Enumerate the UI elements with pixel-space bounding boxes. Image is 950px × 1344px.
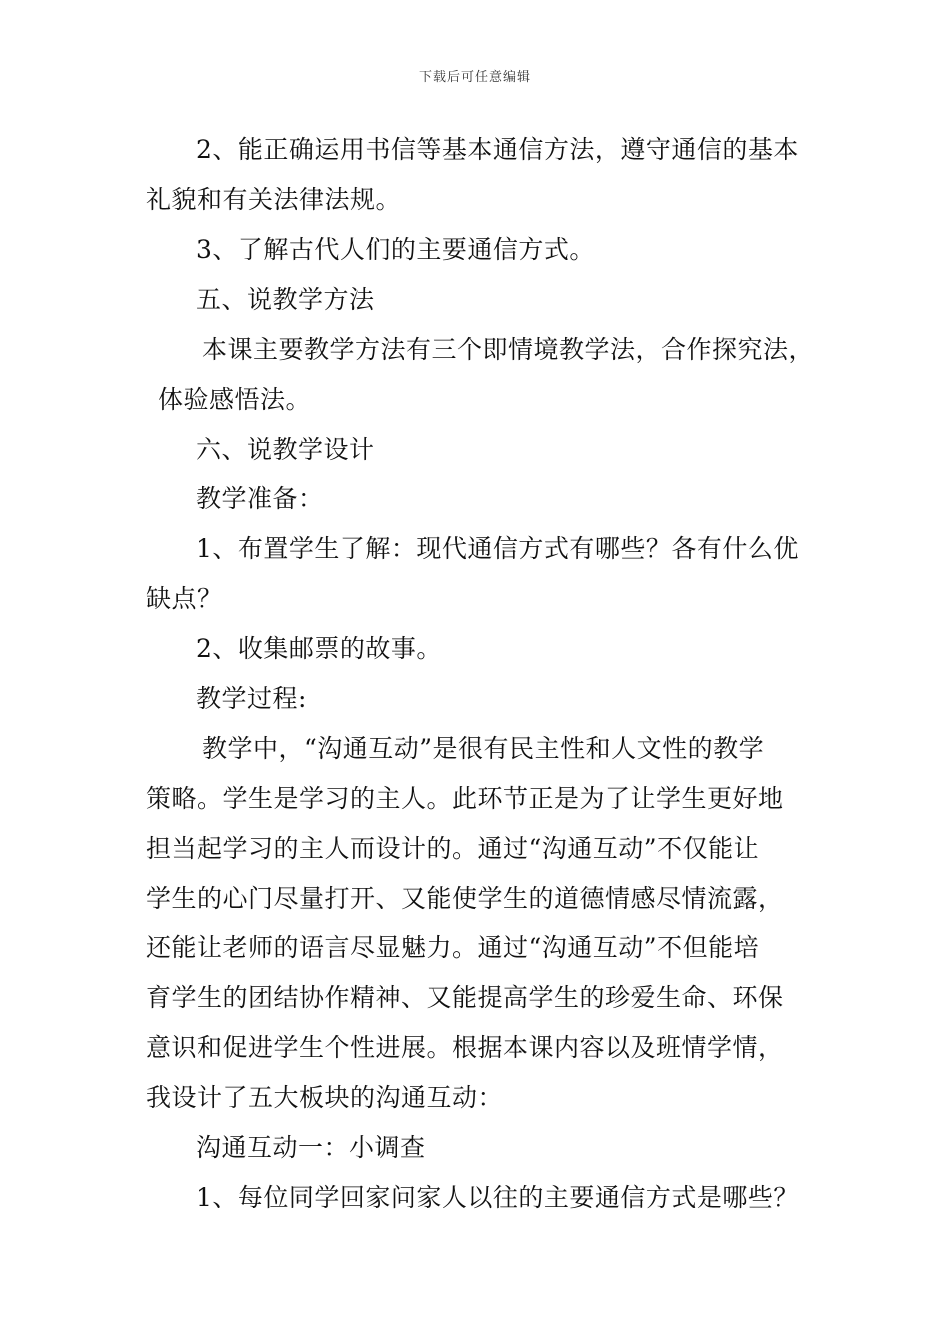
text-line: 2、收集邮票的故事。 — [196, 634, 442, 663]
text-line: 礼貌和有关法律法规。 — [146, 185, 402, 214]
text-line: 本课主要教学方法有三个即情境教学法，合作探究法， — [202, 335, 815, 364]
text-line: 意识和促进学生个性进展。根据本课内容以及班情学情， — [146, 1033, 784, 1062]
text-line: 3、了解古代人们的主要通信方式。 — [196, 235, 595, 264]
text-line: 1、每位同学回家问家人以往的主要通信方式是哪些？ — [196, 1183, 799, 1212]
text-line: 教学中，“沟通互动”是很有民主性和人文性的教学 — [202, 734, 765, 763]
text-line: 策略。学生是学习的主人。此环节正是为了让学生更好地 — [146, 784, 784, 813]
text-line: 我设计了五大板块的沟通互动： — [146, 1083, 504, 1112]
section-heading: 五、说教学方法 — [196, 285, 375, 314]
page-header: 下载后可任意编辑 — [418, 70, 531, 85]
subheading: 沟通互动一：小调查 — [196, 1133, 426, 1162]
text-line: 1、布置学生了解：现代通信方式有哪些？各有什么优 — [196, 534, 799, 563]
text-line: 体验感悟法。 — [158, 385, 312, 414]
text-line: 育学生的团结协作精神、又能提高学生的珍爱生命、环保 — [146, 983, 784, 1012]
text-line: 担当起学习的主人而设计的。通过“沟通互动”不仅能让 — [146, 834, 760, 863]
text-line: 缺点？ — [146, 584, 223, 613]
text-line: 2、能正确运用书信等基本通信方法，遵守通信的基本 — [196, 135, 799, 164]
subheading: 教学过程: — [196, 684, 307, 713]
text-line: 学生的心门尽量打开、又能使学生的道德情感尽情流露， — [146, 884, 784, 913]
subheading: 教学准备： — [196, 484, 324, 513]
text-line: 还能让老师的语言尽显魅力。通过“沟通互动”不但能培 — [146, 933, 760, 962]
section-heading: 六、说教学设计 — [196, 435, 375, 464]
